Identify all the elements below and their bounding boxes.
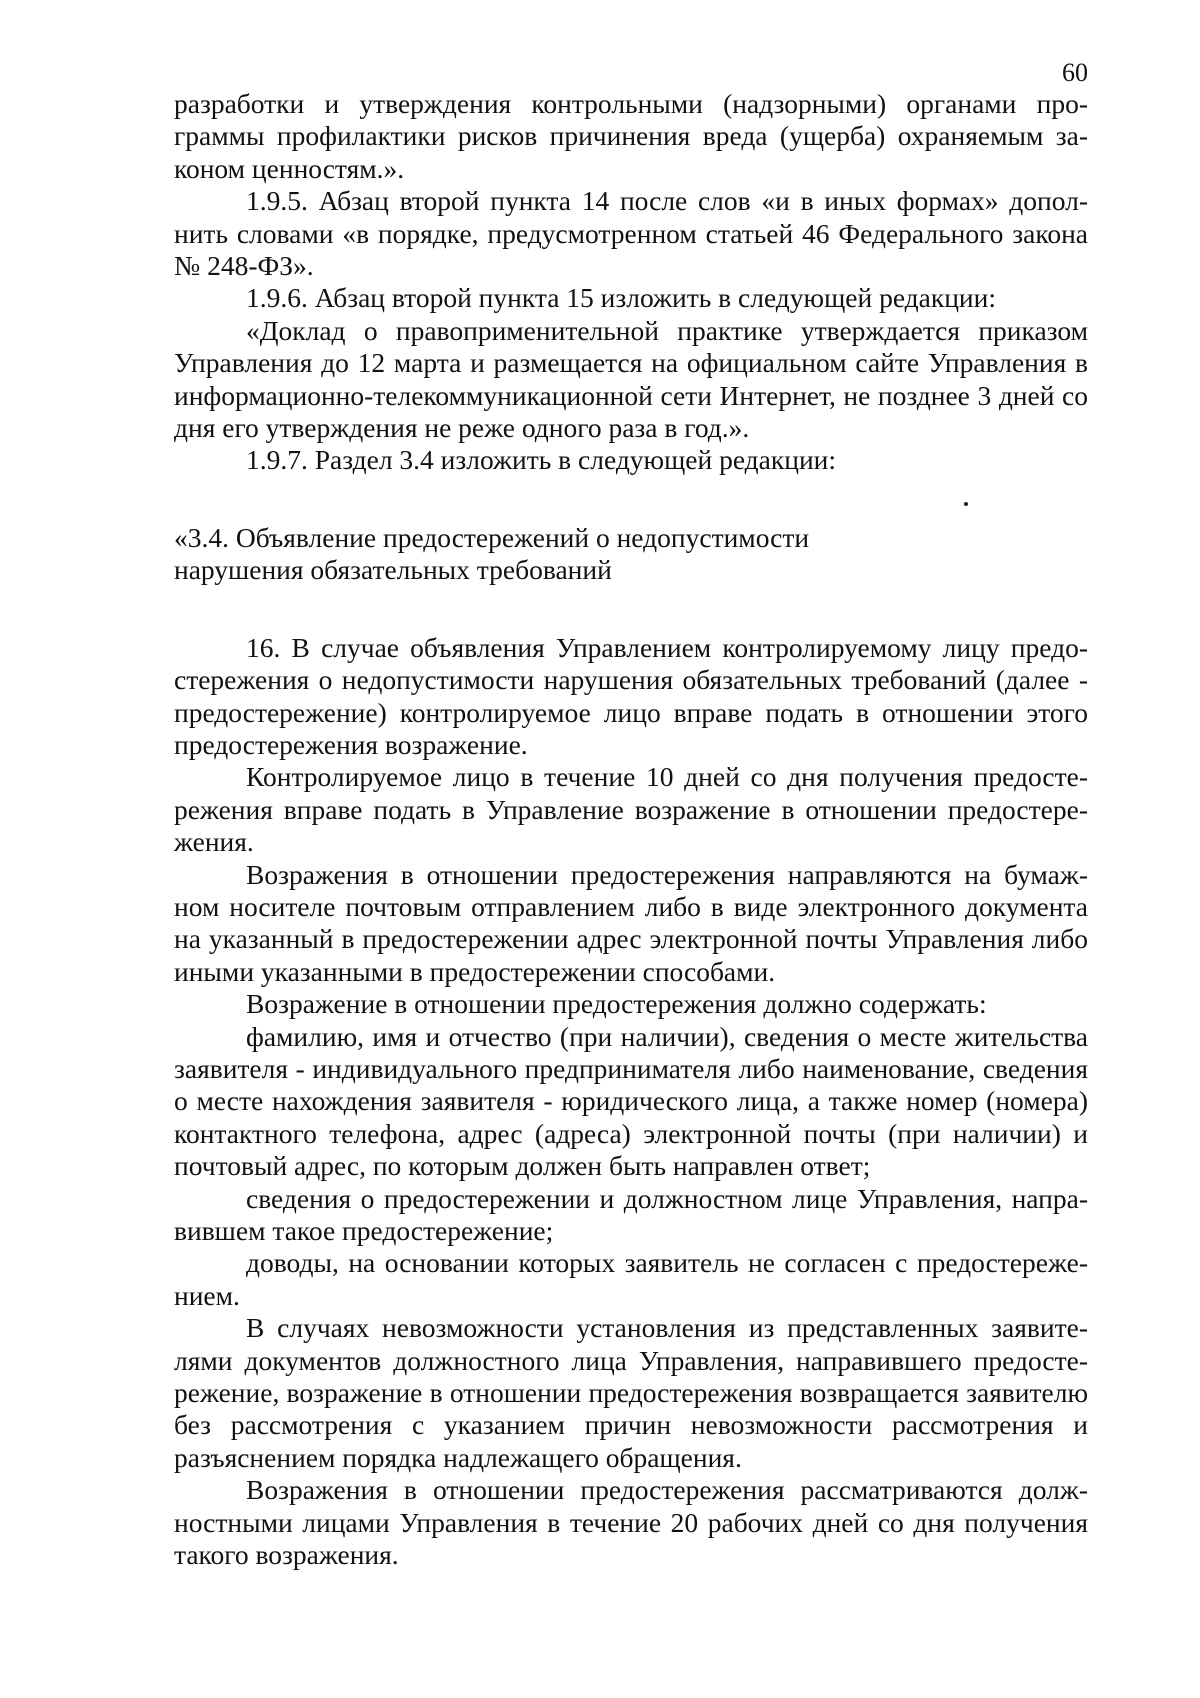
paragraph: В случаях невозможности установления из представленных заявителями документов должностного лица Управления, направившего предостережение, возражение в отношении предостережения возвращается заявителю без рассмотрения с указанием причин невозможности рассмотрения и разъяснением порядка надлежащего обращения. (174, 1312, 1088, 1473)
paragraph: 16. В случае объявления Управлением контролируемому лицу предостережения о недопустимости нарушения обязательных требований (далее - предостережение) контролируемое лицо вправе подать в отношении этого предостережения возражение. (174, 631, 1088, 760)
paragraph: Возражения в отношении предостережения направляются на бумажном носителе почтовым отправлением либо в виде электронного документа на указанный в предостережении адрес электронной почты Управления либо иными указанными в предостережении способами. (174, 858, 1088, 987)
paragraph: сведения о предостережении и должностном лице Управления, направившем такое предостережение; (174, 1182, 1088, 1246)
spacer (174, 587, 1088, 632)
paragraph: 1.9.6. Абзац второй пункта 15 изложить в следующей редакции: (246, 282, 997, 314)
paragraph: Возражения в отношении предостережения рассматриваются должностными лицами Управления в течение 20 рабочих дней со дня получения такого возражения. (174, 1474, 1088, 1571)
scan-speck (964, 502, 968, 506)
paragraph: Контролируемое лицо в течение 10 дней со дня получения предостережения вправе подать в Управление возражение в отношении предостережения. (174, 761, 1088, 858)
section-heading-line: «3.4. Объявление предостережений о недопустимости (174, 521, 810, 553)
paragraph: фамилию, имя и отчество (при наличии), сведения о месте жительства заявителя - индивидуального предпринимателя либо наименование, сведения о месте нахождения заявителя - юридического лица, а также номер (номера) контактного телефона, адрес (адреса) электронной почты (при наличии) и почтовый адрес, по которым должен быть направлен ответ; (174, 1020, 1088, 1182)
paragraph: разработки и утверждения контрольными (надзорными) органами программы профилактики рисков причинения вреда (ущерба) охраняемым законом ценностям.». (174, 88, 1088, 184)
page-number: 60 (1062, 58, 1088, 87)
section-heading-line: нарушения обязательных требований (174, 554, 612, 586)
section-heading (174, 522, 1088, 587)
spacer (174, 477, 1088, 522)
paragraph: 1.9.5. Абзац второй пункта 14 после слов «и в иных формах» дополнить словами «в порядке, предусмотренном статьей 46 Федерального закона № 248-ФЗ». (174, 185, 1088, 282)
paragraph: 1.9.7. Раздел 3.4 изложить в следующей редакции: (246, 444, 837, 476)
paragraph: Возражение в отношении предостережения должно содержать: (246, 988, 987, 1020)
paragraph: доводы, на основании которых заявитель не согласен с предостережением. (174, 1247, 1088, 1311)
paragraph: «Доклад о правоприменительной практике утверждается приказом Управления до 12 марта и размещается на официальном сайте Управления в информационно-телекоммуникационной сети Интернет, не позднее 3 дней со дня его утверждения не реже одного раза в год.». (174, 314, 1088, 444)
document-body (174, 88, 1088, 1571)
